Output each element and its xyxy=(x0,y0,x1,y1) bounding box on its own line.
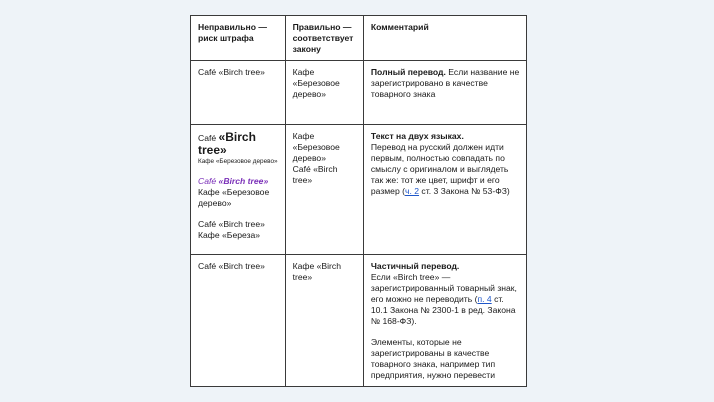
wrong-small-translation: Кафе «Березовое дерево» xyxy=(198,157,278,165)
comment-heading: Текст на двух языках. xyxy=(370,130,464,141)
comment-text: Если «Birch tree» — зарегистрированный товарный знак, его можно не переводить ( xyxy=(370,272,517,305)
right-text: Кафе «Березовое дерево» xyxy=(292,67,340,100)
cell-comment xyxy=(363,124,526,255)
right-ru-text: Кафе «Березовое дерево» xyxy=(292,130,340,163)
wrong-example-1 xyxy=(198,131,279,157)
wrong-text: Café «Birch tree» xyxy=(198,67,265,78)
comment-body xyxy=(371,272,520,327)
comment-body xyxy=(371,142,520,197)
table-header-row xyxy=(191,16,527,61)
header-wrong: Неправильно — риск штрафа xyxy=(191,16,286,61)
header-right: Правильно — соответствует закону xyxy=(285,16,363,61)
cell-comment xyxy=(363,255,526,387)
comment-tail: ст. 3 Закона № 53-ФЗ) xyxy=(419,185,510,196)
law-link[interactable]: п. 4 xyxy=(477,294,492,305)
cell-right xyxy=(285,255,363,387)
cell-wrong xyxy=(191,255,286,387)
wrong-example-2 xyxy=(198,176,279,187)
table-row xyxy=(191,255,527,387)
comment-text: Перевод на русский должен идти первым, полностью совпадать по смыслу с оригиналом и выглядеть так же: тот же цвет, шрифт и его размер ( xyxy=(370,141,509,196)
wrong-purple-cafe: Café xyxy=(198,175,219,186)
comment-tail: ст. 10.1 Закона № 2300-1 в ред. Закона № 168-ФЗ). xyxy=(370,294,516,327)
wrong-ru-translation-1: Кафе «Березовое дерево» xyxy=(198,186,270,208)
comment-text: Если название не зарегистрировано в качестве товарного знака xyxy=(370,67,520,100)
right-en-text: Café «Birch tree» xyxy=(292,163,338,185)
wrong-cafe-label: Café xyxy=(198,132,219,143)
comment-body-2: Элементы, которые не зарегистрированы в качестве товарного знака, например тип предприятия, нужно перевести xyxy=(370,337,496,381)
cell-wrong xyxy=(191,124,286,255)
right-text: Кафе «Birch tree» xyxy=(292,261,341,283)
wrong-en-example-3: Café «Birch tree» xyxy=(198,218,265,229)
header-comment: Комментарий xyxy=(363,16,526,61)
comparison-table xyxy=(190,15,527,387)
cell-wrong xyxy=(191,61,286,124)
wrong-ru-translation-2: Кафе «Береза» xyxy=(198,229,261,240)
comment-heading: Полный перевод. xyxy=(370,67,446,78)
law-link[interactable]: ч. 2 xyxy=(405,185,420,196)
cell-right xyxy=(285,124,363,255)
wrong-text: Café «Birch tree» xyxy=(198,261,265,272)
cell-right xyxy=(285,61,363,124)
wrong-purple-name: «Birch tree» xyxy=(218,175,269,186)
comment-heading: Частичный перевод. xyxy=(370,261,460,272)
wrong-big-name: «Birch tree» xyxy=(198,129,256,157)
table-row xyxy=(191,124,527,255)
comparison-table-wrapper xyxy=(190,15,527,387)
cell-comment xyxy=(363,61,526,124)
table-row xyxy=(191,61,527,124)
